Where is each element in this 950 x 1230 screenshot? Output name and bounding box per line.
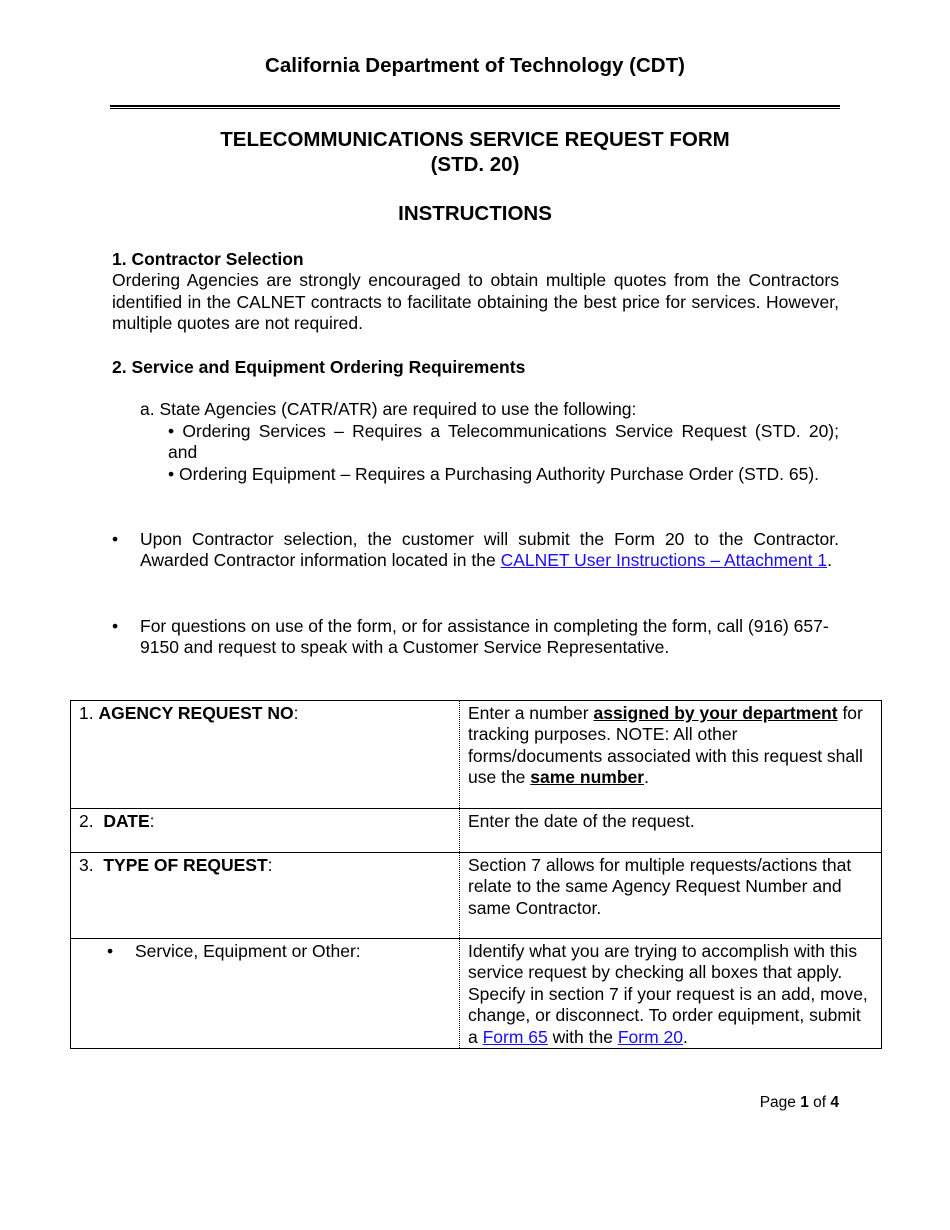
row-1-desc-c: for tracking purposes. NOTE: All other forms/documents associated with this request shall use the (468, 703, 863, 788)
type-of-request-label: TYPE OF REQUEST (103, 855, 268, 875)
row-1-label-cell (71, 701, 460, 809)
section-2-item-a-block (140, 399, 839, 420)
form-title-line1: TELECOMMUNICATIONS SERVICE REQUEST FORM (220, 128, 730, 151)
section-2-sub-equipment: • Ordering Equipment – Requires a Purchasing Authority Purchase Order (STD. 65). (168, 463, 820, 484)
row-1-desc-end: . (644, 767, 649, 788)
row-2-label-cell (71, 809, 460, 853)
row-1-colon: : (293, 703, 299, 723)
header-divider (110, 105, 840, 109)
form-title (0, 127, 950, 177)
row-3-desc-cell: Section 7 allows for multiple requests/actions that relate to the same Agency Request Number and same Contractor. (460, 853, 882, 939)
page-total: 4 (830, 1094, 839, 1111)
row-4-desc-cell (460, 939, 882, 1049)
row-3-number: 3. (79, 855, 104, 875)
section-2-heading: 2. Service and Equipment Ordering Requirements (112, 357, 526, 377)
bullet-1-end: . (827, 550, 832, 571)
bullet-1-text (140, 529, 839, 572)
section-1-heading: 1. Contractor Selection (112, 249, 304, 269)
section-ordering-requirements (112, 357, 839, 378)
page-footer (700, 1094, 839, 1112)
row-1-desc-cell (460, 701, 882, 809)
page-number: 1 (800, 1094, 809, 1111)
of-word: of (808, 1094, 831, 1111)
bullet-1-body: Upon Contractor selection, the customer will submit the Form 20 to the Contractor. Awarded Contractor information located in the (140, 529, 839, 571)
row-3-label-cell (71, 853, 460, 939)
bullet-2-text: For questions on use of the form, or for assistance in completing the form, call (916) 657-9150 and request to speak with a Customer Service Representative. (140, 616, 829, 658)
row-3-colon: : (267, 855, 273, 875)
table-row (71, 809, 882, 853)
row-1-desc-same-number: same number (530, 767, 645, 788)
row-2-number: 2. (79, 811, 104, 831)
row-1-desc-emphasis: assigned by your department (593, 703, 838, 723)
date-label: DATE (103, 811, 150, 831)
row-4-label-cell (71, 939, 460, 1049)
page-word: Page (759, 1094, 801, 1111)
form-20-link[interactable]: Form 20 (617, 1026, 683, 1047)
row-1-number: 1. (79, 703, 99, 723)
section-contractor-selection (112, 249, 839, 335)
section-1-body: Ordering Agencies are strongly encouraged to obtain multiple quotes from the Contractors identified in the CALNET contracts to facilitate obtaining the best price for services. However, multiple quotes are not required. (112, 270, 839, 334)
section-2-sub-services: • Ordering Services – Requires a Telecommunications Service Request (STD. 20); and (168, 421, 839, 463)
instructions-table (70, 700, 882, 1049)
agency-request-no-label: AGENCY REQUEST NO (98, 703, 294, 723)
bullet-icon: • (112, 616, 119, 636)
bullet-icon: • (112, 529, 119, 549)
row-1-desc-a: Enter a number (468, 703, 594, 723)
row-4-desc-end: . (682, 1026, 688, 1047)
section-2-item-a: a. State Agencies (CATR/ATR) are required to use the following: (140, 399, 637, 419)
page-header: California Department of Technology (CDT) (265, 54, 685, 77)
table-row (71, 939, 882, 1049)
row-4-desc-mid: with the (547, 1026, 618, 1047)
service-equipment-other-label: Service, Equipment or Other: (135, 941, 361, 961)
form-65-link[interactable]: Form 65 (482, 1026, 548, 1047)
instructions-heading: INSTRUCTIONS (398, 202, 552, 225)
calnet-user-instructions-link[interactable]: CALNET User Instructions – Attachment 1 (500, 550, 828, 571)
section-2-subitems (168, 421, 839, 485)
bullet-icon: • (107, 941, 114, 961)
row-4-desc-a: Identify what you are trying to accomplish with this service request by checking all boxes that apply. Specify in section 7 if your request is an add, move, change, or disconnect. To order equipment, submit a (468, 941, 868, 1047)
row-2-desc-cell: Enter the date of the request. (460, 809, 882, 853)
row-2-colon: : (149, 811, 155, 831)
form-title-line2: (STD. 20) (430, 153, 520, 176)
table-row (71, 701, 882, 809)
table-row (71, 853, 882, 939)
